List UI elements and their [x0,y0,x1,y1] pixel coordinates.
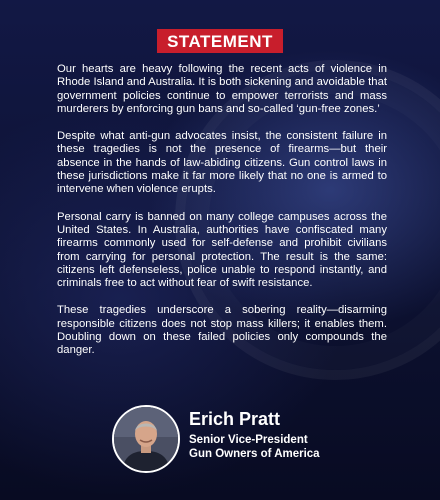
author-portrait-icon [114,407,178,471]
author-organization: Gun Owners of America [189,448,320,460]
paragraph-3: Personal carry is banned on many college campuses across the United States. In Australia, authorities have confiscated many firearms commonly used for self-defense and prohibit civilians from carrying for personal protection. The result is the same: citizens left defenseless, police unable to respond instantly, and criminals free to act without fear of swift resistance. [57,210,387,290]
paragraph-1: Our hearts are heavy following the recent acts of violence in Rhode Island and Australia. It is both sickening and avoidable that government policies continue to empower terrorists and mass murderers by enforcing gun bans and so-called ‘gun-free zones.’ [57,63,387,115]
statement-badge: STATEMENT [157,29,283,53]
avatar [112,405,180,473]
header [0,29,440,53]
author-block [112,405,412,475]
author-name: Erich Pratt [189,409,281,429]
paragraph-2: Despite what anti-gun advocates insist, the consistent failure in these tragedies is not the presence of firearms—but their absence in the hands of law-abiding citizens. Gun control laws in these jurisdictions make it far more likely that no one is armed to intervene when violence erupts. [57,130,387,196]
statement-body [57,63,387,372]
author-title: Senior Vice-President [189,434,308,446]
paragraph-4: These tragedies underscore a sobering reality—disarming responsible citizens does not stop mass killers; it enables them. Doubling down on these failed policies only compounds the danger. [57,304,387,357]
